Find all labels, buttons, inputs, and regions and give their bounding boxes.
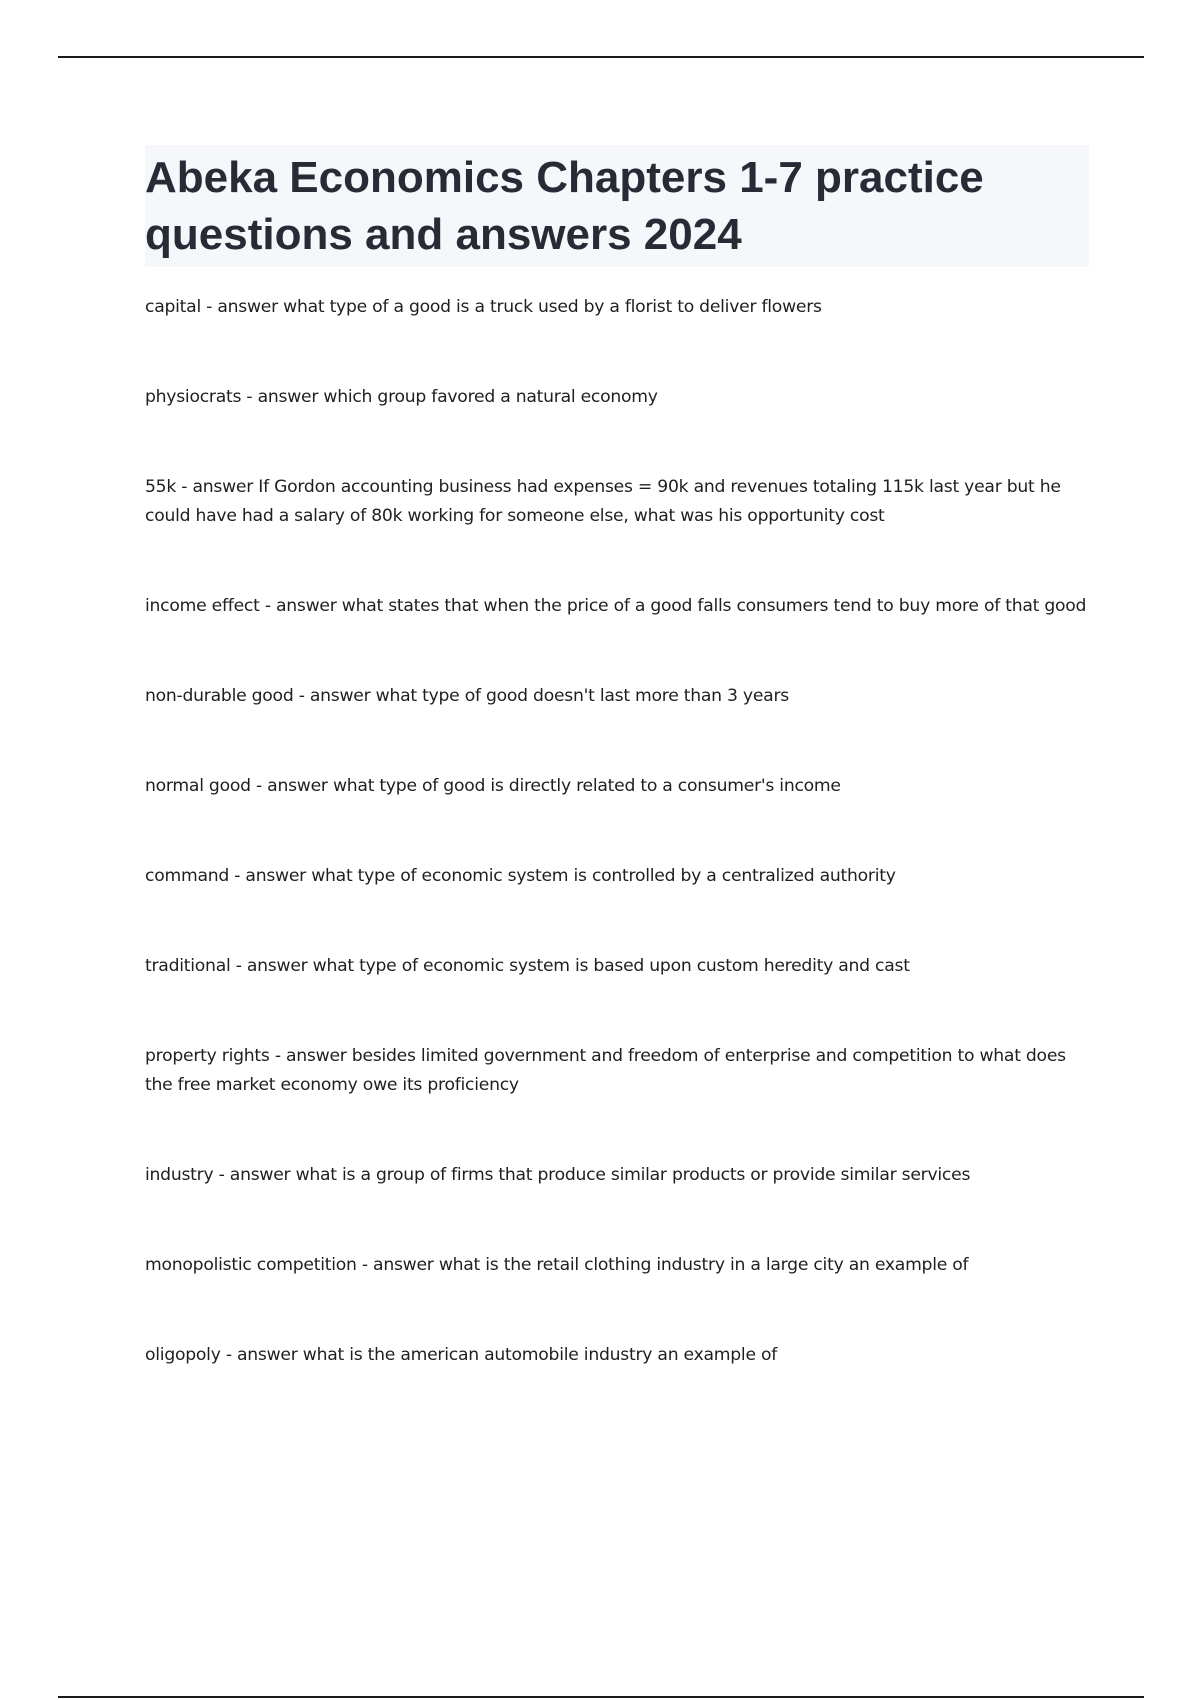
qa-list [145,293,1089,1370]
qa-item: 55k - answer If Gordon accounting business had expenses = 90k and revenues totaling 115k last year but he could have had a salary of 80k working for someone else, what was his opportunity cost [145,477,1061,526]
qa-item: physiocrats - answer which group favored a natural economy [145,387,658,407]
qa-item: industry - answer what is a group of firms that produce similar products or provide similar services [145,1165,971,1185]
qa-item: property rights - answer besides limited government and freedom of enterprise and competition to what does the free market economy owe its proficiency [145,1046,1066,1095]
document-body [145,145,1089,1431]
top-rule [58,56,1144,58]
qa-item: capital - answer what type of a good is a truck used by a florist to deliver flowers [145,297,822,317]
title-block [145,145,1089,267]
qa-item: non-durable good - answer what type of good doesn't last more than 3 years [145,686,789,706]
document-title: Abeka Economics Chapters 1-7 practice questions and answers 2024 [145,153,984,259]
qa-item: traditional - answer what type of economic system is based upon custom heredity and cast [145,956,910,976]
qa-item: oligopoly - answer what is the american automobile industry an example of [145,1345,778,1365]
qa-item: income effect - answer what states that when the price of a good falls consumers tend to buy more of that good [145,596,1087,616]
bottom-rule [58,1696,1144,1698]
qa-item: normal good - answer what type of good is directly related to a consumer's income [145,776,841,796]
qa-item: monopolistic competition - answer what is the retail clothing industry in a large city an example of [145,1255,969,1275]
qa-item: command - answer what type of economic system is controlled by a centralized authority [145,866,896,886]
